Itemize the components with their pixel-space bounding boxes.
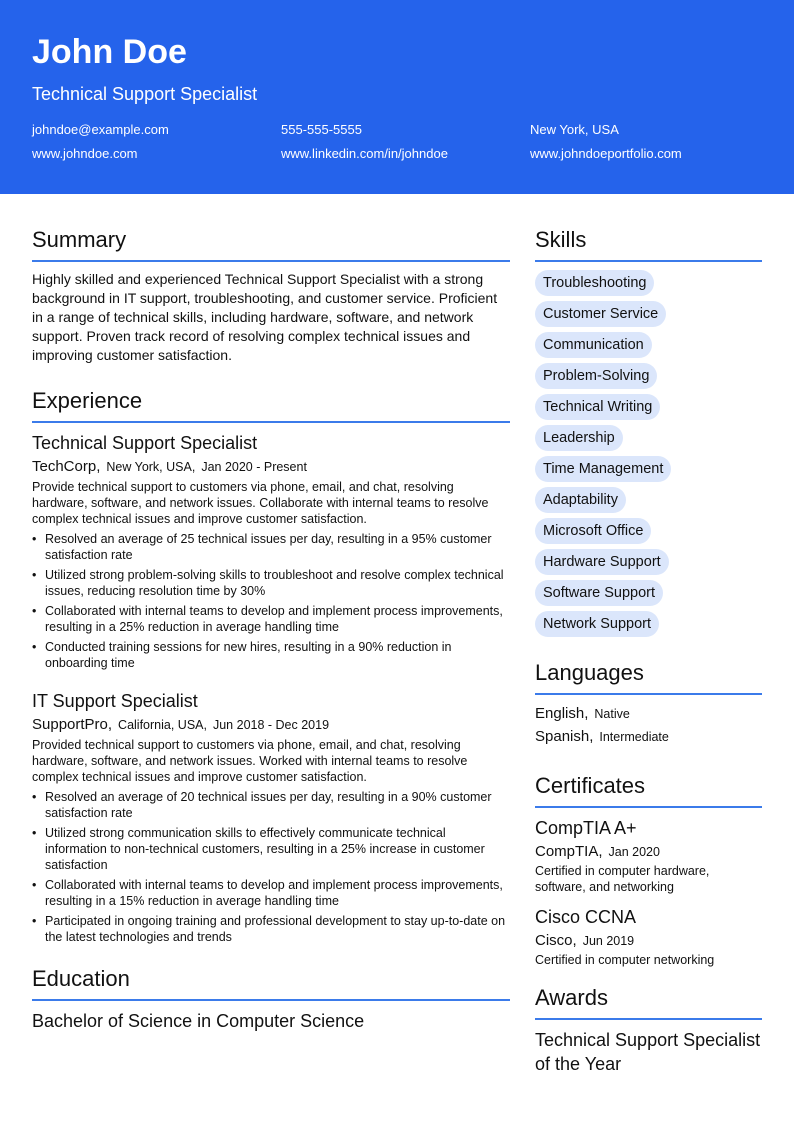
job-description: Provide technical support to customers via phone, email, and chat, resolving hardware, software, and network issues. Collaborate with internal teams to resolve complex technical issues and improve customer satisfaction. [32, 480, 489, 526]
certificate-issuer: CompTIA, [535, 843, 603, 860]
job-entry [32, 689, 510, 945]
certificate-description: Certified in computer hardware, software, and networking [535, 864, 710, 894]
job-description: Provided technical support to customers via phone, email, and chat, resolving hardware, software, and network issues. Worked with internal teams to resolve complex technical issues and improve customer satisfaction. [32, 738, 468, 784]
job-company: TechCorp, [32, 458, 101, 475]
achievement-item: • Utilized strong problem-solving skills to troubleshoot and resolve complex technical issues, reducing resolution time by 30% [32, 567, 510, 599]
skill-tag: Microsoft Office [535, 518, 651, 544]
certificate-entry [535, 816, 762, 895]
skills-list [535, 270, 762, 637]
job-entry [32, 431, 510, 671]
job-dates: Jun 2018 - Dec 2019 [212, 718, 330, 732]
language-item [535, 703, 762, 725]
candidate-title: Technical Support Specialist [32, 84, 258, 104]
candidate-name: John Doe [32, 33, 187, 71]
certificates-list [535, 816, 762, 968]
main-column [32, 224, 510, 1033]
language-name: Spanish, [535, 728, 594, 745]
job-company: SupportPro, [32, 716, 113, 733]
certificate-name: Cisco CCNA [535, 907, 637, 927]
location: New York, USA [530, 122, 619, 137]
contact-info [32, 122, 762, 162]
achievement-item: • Resolved an average of 20 technical issues per day, resulting in a 90% customer satisfaction rate [32, 789, 510, 821]
summary-text: Highly skilled and experienced Technical Support Specialist with a strong background in IT support, troubleshooting, and customer service. Proficient in a range of technical skills, including hardware, software, and network support. Proven track record of resolving complex technical issues and improving customer satisfaction. [32, 271, 498, 363]
skill-tag: Problem-Solving [535, 363, 657, 389]
skill-tag: Adaptability [535, 487, 626, 513]
languages-list [535, 703, 762, 748]
email-link[interactable]: johndoe@example.com [32, 122, 169, 137]
language-name: English, [535, 705, 589, 722]
education-heading: Education [32, 963, 510, 1001]
summary-heading: Summary [32, 224, 510, 262]
achievement-item: • Utilized strong communication skills to effectively communicate technical information to non-technical customers, resulting in a 25% increase in customer satisfaction [32, 825, 510, 873]
linkedin-link[interactable]: www.linkedin.com/in/johndoe [281, 146, 448, 161]
certificate-date: Jun 2019 [582, 934, 635, 948]
job-meta [32, 457, 510, 477]
job-location: New York, USA, [106, 460, 196, 474]
job-meta [32, 715, 510, 735]
skill-tag: Network Support [535, 611, 659, 637]
skill-tag: Communication [535, 332, 652, 358]
experience-heading: Experience [32, 385, 510, 423]
skill-tag: Software Support [535, 580, 663, 606]
achievement-item: • Collaborated with internal teams to develop and implement process improvements, resulting in a 15% reduction in average handling time [32, 877, 510, 909]
language-level: Intermediate [599, 730, 669, 744]
skill-tag: Technical Writing [535, 394, 660, 420]
website-link[interactable]: www.johndoe.com [32, 146, 138, 161]
job-dates: Jan 2020 - Present [201, 460, 307, 474]
awards-list [535, 1028, 762, 1076]
languages-heading: Languages [535, 657, 762, 695]
certificates-heading: Certificates [535, 770, 762, 808]
certificate-meta [535, 931, 762, 951]
achievement-item: • Resolved an average of 25 technical issues per day, resulting in a 95% customer satisfaction rate [32, 531, 510, 563]
skill-tag: Customer Service [535, 301, 666, 327]
side-column [535, 224, 762, 1076]
certificate-meta [535, 842, 762, 862]
experience-list [32, 431, 510, 945]
phone-number: 555-555-5555 [281, 122, 362, 137]
certificate-description: Certified in computer networking [535, 953, 715, 967]
language-level: Native [594, 707, 630, 721]
achievement-item: • Participated in ongoing training and professional development to stay up-to-date on the latest technologies and trends [32, 913, 510, 945]
skill-tag: Time Management [535, 456, 671, 482]
language-item [535, 726, 762, 748]
job-achievements [32, 789, 510, 945]
skills-heading: Skills [535, 224, 762, 262]
certificate-name: CompTIA A+ [535, 818, 637, 838]
awards-heading: Awards [535, 982, 762, 1020]
certificate-issuer: Cisco, [535, 932, 577, 949]
resume-header [0, 0, 794, 194]
certificate-date: Jan 2020 [608, 845, 660, 859]
certificate-entry [535, 905, 762, 968]
skill-tag: Troubleshooting [535, 270, 654, 296]
degree-title: Bachelor of Science in Computer Science [32, 1011, 365, 1031]
job-location: California, USA, [118, 718, 207, 732]
skill-tag: Leadership [535, 425, 623, 451]
award-title: Technical Support Specialist of the Year [535, 1030, 761, 1074]
skill-tag: Hardware Support [535, 549, 669, 575]
achievement-item: • Conducted training sessions for new hires, resulting in a 90% reduction in onboarding time [32, 639, 510, 671]
job-title: IT Support Specialist [32, 691, 198, 711]
portfolio-link[interactable]: www.johndoeportfolio.com [530, 146, 682, 161]
job-achievements [32, 531, 510, 671]
job-title: Technical Support Specialist [32, 433, 258, 453]
achievement-item: • Collaborated with internal teams to develop and implement process improvements, resulting in a 25% reduction in average handling time [32, 603, 510, 635]
